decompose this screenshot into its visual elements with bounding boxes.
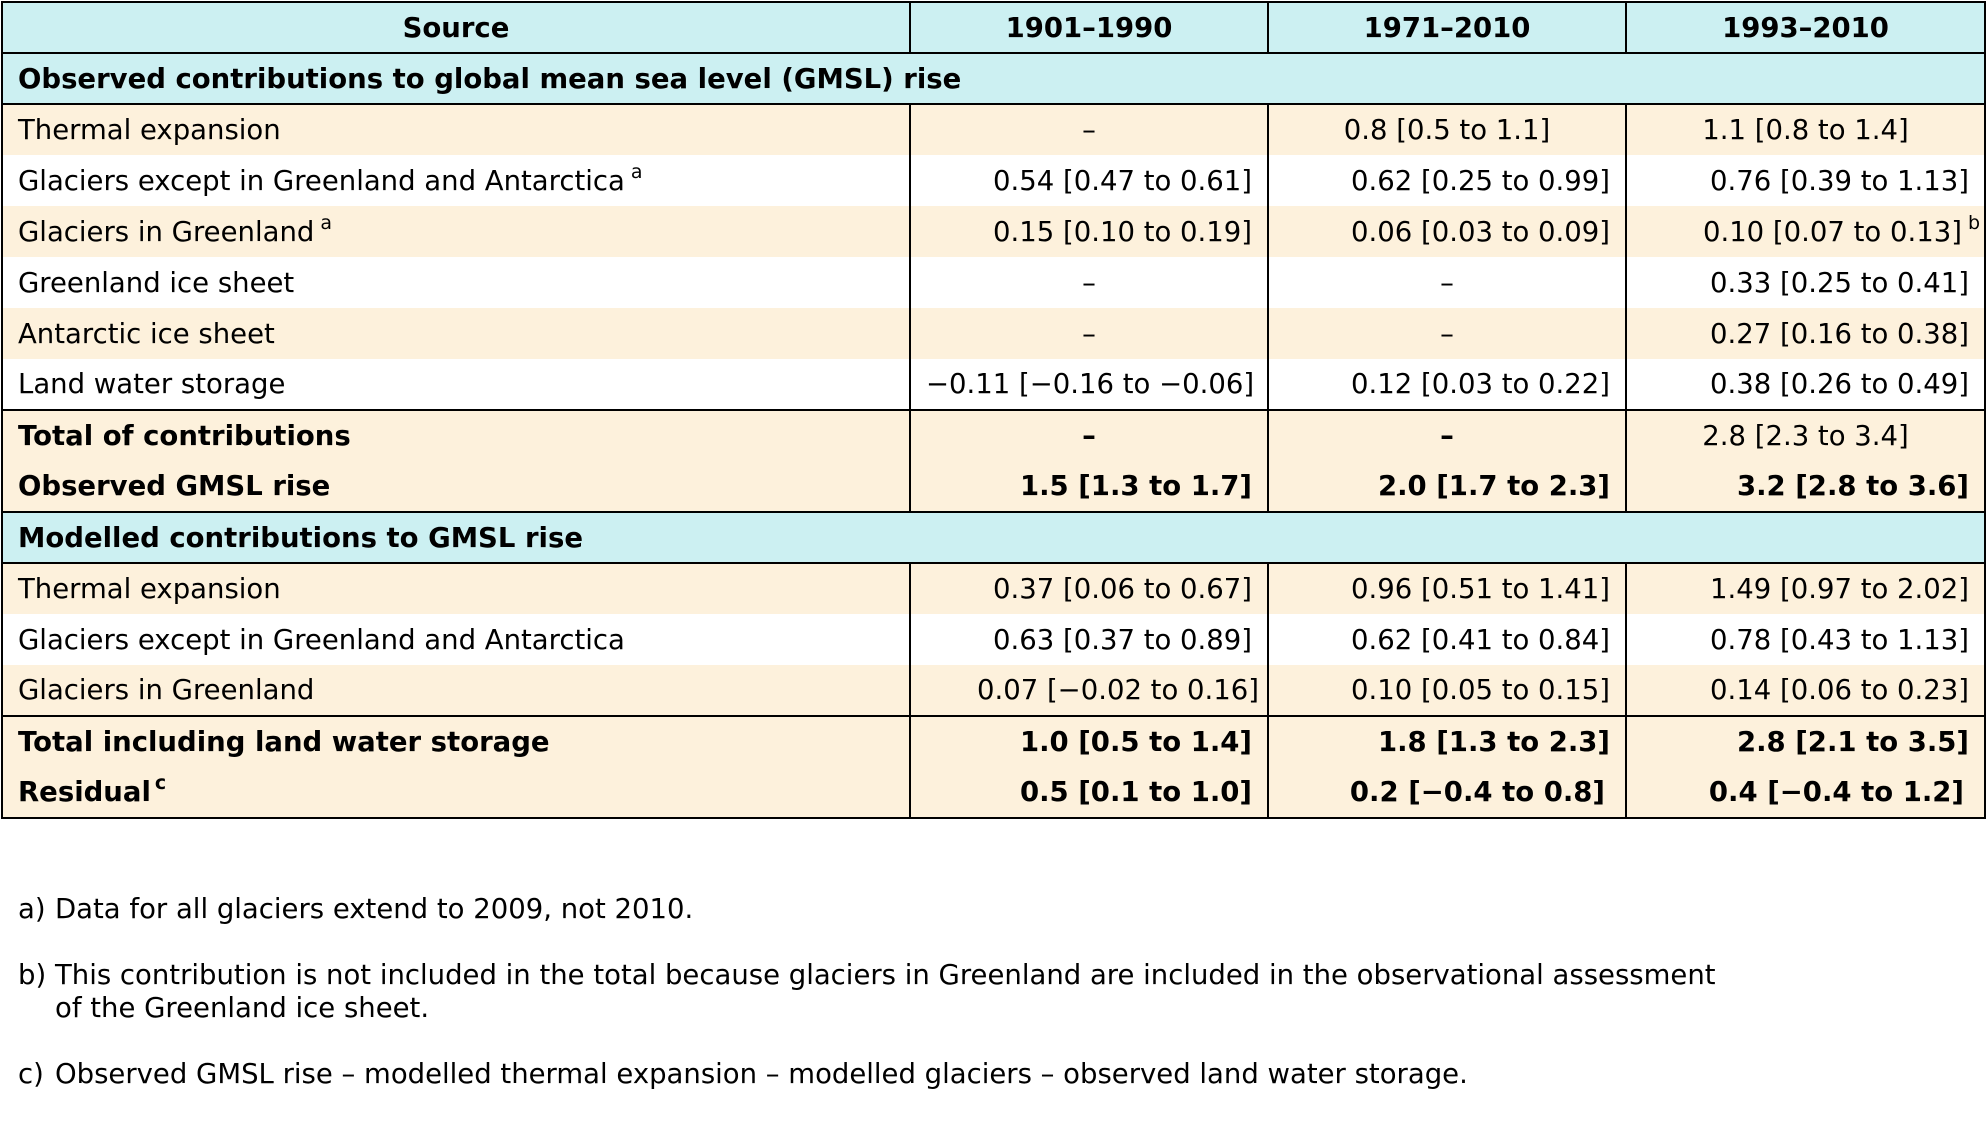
row-label [2,359,910,410]
table-row-total [2,461,1985,512]
row-label [2,308,910,359]
row-label [2,206,910,257]
footnote-marker: a [320,211,332,234]
table-row-total [2,767,1985,818]
value-1993-2010: 0.38 [0.26 to 0.49] [1626,359,1985,410]
value-1993-2010: 0.27 [0.16 to 0.38] [1626,308,1985,359]
value-1971-2010: 0.06 [0.03 to 0.09] [1268,206,1626,257]
value-1901-1990: 0.07 [−0.02 to 0.16] [910,665,1268,716]
row-label: Total of contributions [2,410,910,461]
value-1901-1990: −0.11 [−0.16 to −0.06] [910,359,1268,410]
value-1971-2010: – [1268,308,1626,359]
value-1901-1990: – [910,257,1268,308]
value-1993-2010: 0.76 [0.39 to 1.13] [1626,155,1985,206]
value-1993-2010: 0.14 [0.06 to 0.23] [1626,665,1985,716]
value-1971-2010: 0.12 [0.03 to 0.22] [1268,359,1626,410]
table-row [2,665,1985,716]
footnote-key: c) [18,1058,44,1090]
column-header-1901-1990: 1901–1990 [910,2,1268,53]
section-title-observed: Observed contributions to global mean sea level (GMSL) rise [2,53,1985,104]
value-1901-1990: 0.63 [0.37 to 0.89] [910,614,1268,665]
value-1971-2010: 0.62 [0.41 to 0.84] [1268,614,1626,665]
row-label: Glaciers except in Greenland and Antarctica [2,614,910,665]
footnote-text: Data for all glaciers extend to 2009, not 2010. [55,893,694,925]
value-1971-2010: 0.8 [0.5 to 1.1] [1268,104,1626,155]
value-1901-1990: 1.0 [0.5 to 1.4] [910,716,1268,767]
row-label-text: Glaciers in Greenland [18,215,315,248]
footnote-a [18,893,1818,926]
value-1901-1990: 0.15 [0.10 to 0.19] [910,206,1268,257]
column-header-1993-2010: 1993–2010 [1626,2,1985,53]
table-row [2,308,1985,359]
section-title-modelled: Modelled contributions to GMSL rise [2,512,1985,563]
row-label [2,767,910,818]
table-row [2,359,1985,410]
row-label [2,104,910,155]
section-header-observed [2,53,1985,104]
row-label: Glaciers in Greenland [2,665,910,716]
footnotes [18,893,1818,1124]
row-label-text: Glaciers except in Greenland and Antarctica [18,164,625,197]
row-label-text: Land water storage [18,368,286,400]
table-row [2,563,1985,614]
footnote-marker: c [154,772,167,794]
footnote-marker: a [630,160,643,183]
column-header-source: Source [2,2,910,53]
value-1901-1990: 0.54 [0.47 to 0.61] [910,155,1268,206]
row-label: Observed GMSL rise [2,461,910,512]
footnote-key: a) [18,893,46,925]
value-1993-2010 [1626,206,1985,257]
sea-level-table [1,1,1986,819]
header-row [2,2,1985,53]
table-row [2,206,1985,257]
value-1901-1990: – [910,104,1268,155]
value-1901-1990: – [910,410,1268,461]
value-1901-1990: 1.5 [1.3 to 1.7] [910,461,1268,512]
value-1971-2010: 0.62 [0.25 to 0.99] [1268,155,1626,206]
table-row [2,104,1985,155]
table-row [2,614,1985,665]
value-1971-2010: 1.8 [1.3 to 2.3] [1268,716,1626,767]
value-1971-2010: 0.96 [0.51 to 1.41] [1268,563,1626,614]
footnote-text: Observed GMSL rise – modelled thermal expansion – modelled glaciers – observed land water storage. [55,1058,1468,1090]
value-1993-2010: 2.8 [2.3 to 3.4] [1626,410,1985,461]
row-label-text: Thermal expansion [18,114,281,146]
row-label [2,257,910,308]
row-label [2,155,910,206]
value-1993-2010: 2.8 [2.1 to 3.5] [1626,716,1985,767]
footnote-b [18,959,1818,1025]
value-1993-2010: 1.49 [0.97 to 2.02] [1626,563,1985,614]
value-1993-2010: 1.1 [0.8 to 1.4] [1626,104,1985,155]
value-1993-2010: 0.78 [0.43 to 1.13] [1626,614,1985,665]
value-1971-2010: – [1268,257,1626,308]
value-1993-2010: 0.33 [0.25 to 0.41] [1626,257,1985,308]
value-1993-2010: 0.4 [−0.4 to 1.2] [1626,767,1985,818]
row-label-text: Residual [18,776,151,808]
value-1901-1990: 0.5 [0.1 to 1.0] [910,767,1268,818]
row-label: Thermal expansion [2,563,910,614]
row-label-text: Antarctic ice sheet [18,317,275,350]
value-1901-1990: 0.37 [0.06 to 0.67] [910,563,1268,614]
footnote-c [18,1058,1818,1091]
row-label-text: Greenland ice sheet [18,266,295,299]
row-label: Total including land water storage [2,716,910,767]
value-1971-2010: 0.10 [0.05 to 0.15] [1268,665,1626,716]
table-row-total [2,410,1985,461]
footnote-key: b) [18,959,47,991]
table-row [2,155,1985,206]
value-1901-1990: – [910,308,1268,359]
value-1971-2010: 0.2 [−0.4 to 0.8] [1268,767,1626,818]
table-row [2,257,1985,308]
value-1971-2010: 2.0 [1.7 to 2.3] [1268,461,1626,512]
footnote-marker: b [1967,211,1980,234]
value-1993-2010: 3.2 [2.8 to 3.6] [1626,461,1985,512]
column-header-1971-2010: 1971–2010 [1268,2,1626,53]
table-row-total [2,716,1985,767]
value-text: 0.10 [0.07 to 0.13] [1702,215,1962,248]
value-1971-2010: – [1268,410,1626,461]
footnote-text: This contribution is not included in the total because glaciers in Greenland are included in the observational assessment of the Greenland ice sheet. [55,959,1716,1024]
section-header-modelled [2,512,1985,563]
